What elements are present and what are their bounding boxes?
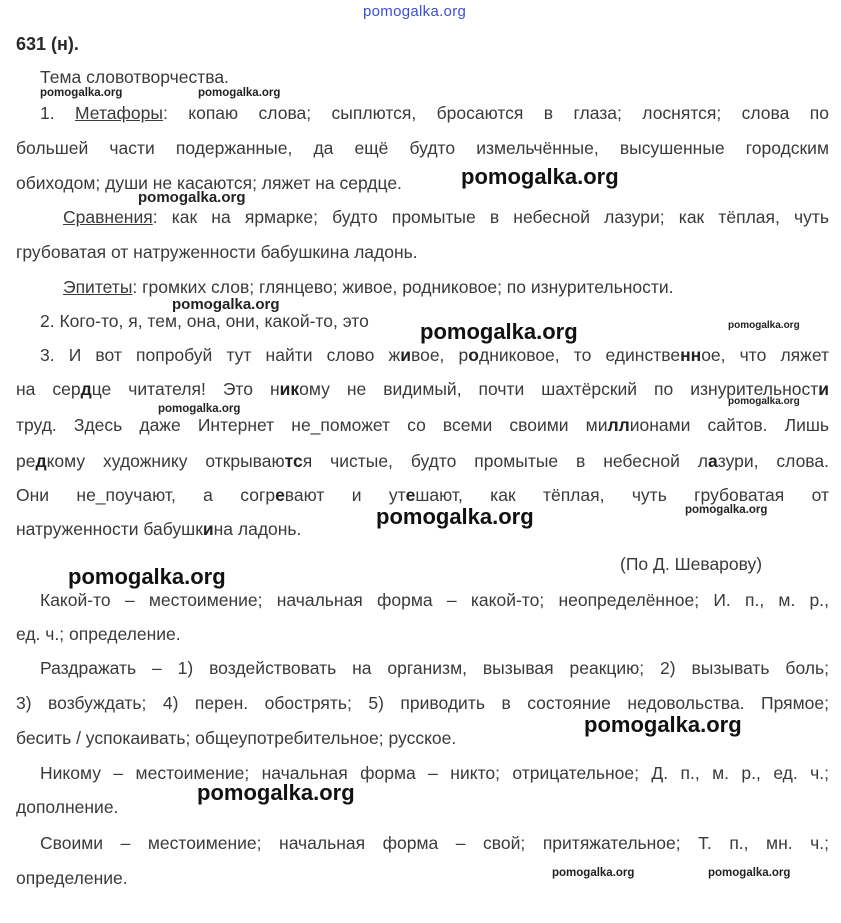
epithets-text: : громких слов; глянцево; живое, родниковое; по изнурительности. [132, 277, 674, 297]
part3-line-3: труд. Здесь даже Интернет не_поможет со всеми своими миллионами сайтов. Лишь [16, 415, 829, 435]
nikomu-line-1: Никому – местоимение; начальная форма – никто; отрицательное; Д. п., м. р., ед. ч.; [40, 763, 829, 783]
watermark-large: pomogalka.org [420, 319, 578, 344]
watermark-small: pomogalka.org [685, 504, 768, 516]
epithets-label: Эпитеты [63, 277, 133, 297]
part2-line: 2. Кого-то, я, тем, она, они, какой-то, это [40, 311, 369, 331]
nikomu-line-2: дополнение. [16, 797, 119, 817]
item-number: 1. [40, 103, 55, 123]
metaphors-line-2: большей части подержанные, да ещё будто измельчённые, высушенные городским [16, 138, 829, 158]
watermark-small: pomogalka.org [552, 867, 635, 879]
source-attribution: (По Д. Шеварову) [620, 554, 763, 574]
metaphors-text: : копаю слова; сыплются, бросаются в глаза; лоснятся; слова по [162, 103, 829, 123]
comparisons-line-2: грубоватая от натруженности бабушкина ладонь. [16, 242, 418, 262]
watermark-top: pomogalka.org [363, 3, 467, 20]
part3-line-6: натруженности бабушкина ладонь. [16, 519, 302, 539]
comparisons-label: Сравнения [63, 207, 153, 227]
watermark-small: pomogalka.org [172, 296, 280, 313]
watermark-small: pomogalka.org [40, 87, 123, 99]
part3-line-2: на сердце читателя! Это никому не видимый, почти шахтёрский по изнурительности [16, 379, 829, 399]
watermark-small: pomogalka.org [198, 87, 281, 99]
kakoito-line-2: ед. ч.; определение. [16, 624, 181, 644]
watermark-small: pomogalka.org [158, 403, 241, 415]
watermark-large: pomogalka.org [197, 780, 355, 805]
watermark-large: pomogalka.org [68, 564, 226, 589]
svoimi-line-1: Своими – местоимение; начальная форма – свой; притяжательное; Т. п., мн. ч.; [40, 833, 829, 853]
watermark-small: pomogalka.org [728, 320, 800, 331]
watermark-small: pomogalka.org [708, 867, 791, 879]
part3-line-5: Они не_поучают, а согревают и утешают, как тёплая, чуть грубоватая от [16, 485, 829, 505]
svoimi-line-2: определение. [16, 868, 128, 888]
watermark-large: pomogalka.org [461, 164, 619, 189]
kakoito-line-1: Какой-то – местоимение; начальная форма – какой-то; неопределённое; И. п., м. р., [40, 590, 829, 610]
watermark-small: pomogalka.org [728, 396, 800, 407]
metaphors-label: Метафоры [75, 103, 163, 123]
epithets-line [63, 279, 674, 297]
watermark-large: pomogalka.org [376, 504, 534, 529]
theme-line: Тема словотворчества. [40, 67, 229, 87]
razdrazhat-line-1: Раздражать – 1) воздействовать на организм, вызывая реакцию; 2) вызывать боль; [40, 658, 829, 678]
comparisons-text: : как на ярмарке; будто промытые в небесной лазури; как тёплая, чуть [152, 207, 829, 227]
watermark-small: pomogalka.org [138, 189, 246, 206]
exercise-number: 631 (н). [16, 34, 79, 54]
part3-line-1: 3. И вот попробуй тут найти слово живое, родниковое, то единственное, что ляжет [40, 345, 830, 365]
metaphors-line-3: обиходом; души не касаются; ляжет на сердце. [16, 173, 402, 193]
part3-line-4: редкому художнику открываются чистые, будто промытые в небесной лазури, слова. [16, 451, 829, 471]
metaphors-line-1 [16, 105, 829, 123]
watermark-large: pomogalka.org [584, 712, 742, 737]
razdrazhat-line-3: бесить / успокаивать; общеупотребительное; русское. [16, 728, 457, 748]
razdrazhat-line-2: 3) возбуждать; 4) перен. обострять; 5) приводить в состояние недовольства. Прямое; [16, 693, 829, 713]
comparisons-line-1 [16, 209, 829, 227]
